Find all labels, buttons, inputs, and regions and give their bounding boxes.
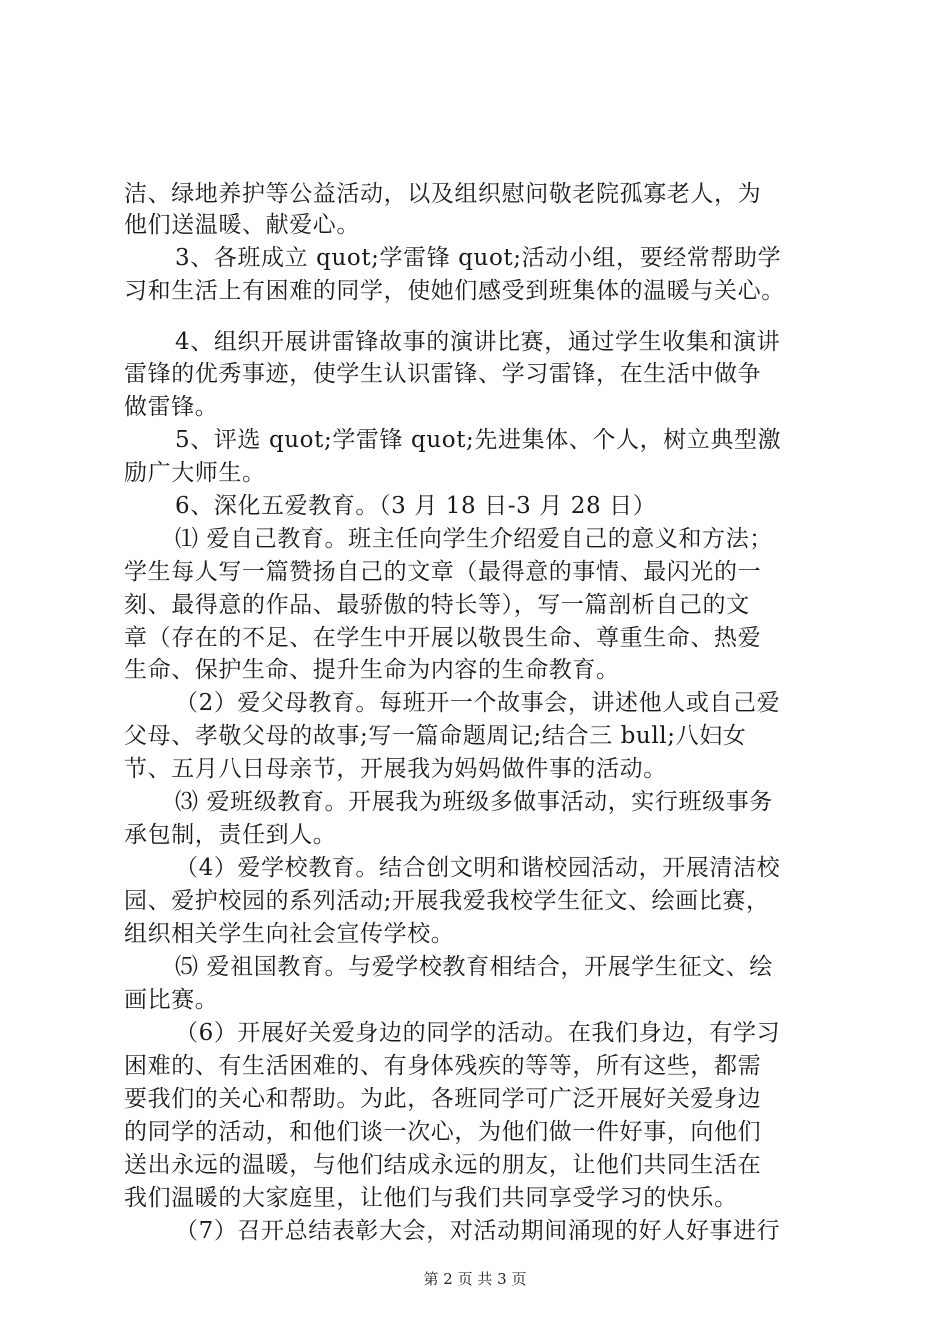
text-line: 父母、孝敬父母的故事;写一篇命题周记;结合三 bull;八妇女 (124, 723, 747, 749)
text-line: （2）爱父母教育。每班开一个故事会，讲述他人或自己爱 (175, 690, 781, 716)
text-line: 我们温暖的大家庭里，让他们与我们共同享受学习的快乐。 (124, 1185, 738, 1211)
text-line: ⑸ 爱祖国教育。与爱学校教育相结合，开展学生征文、绘 (175, 954, 773, 980)
text-line: 章（存在的不足、在学生中开展以敬畏生命、尊重生命、热爱 (124, 625, 762, 651)
text-line: 6、深化五爱教育。（3 月 18 日-3 月 28 日） (175, 493, 657, 519)
text-line: 3、各班成立 quot;学雷锋 quot;活动小组，要经常帮助学 (175, 245, 782, 271)
text-line: 组织相关学生向社会宣传学校。 (124, 921, 455, 947)
text-line: 励广大师生。 (124, 460, 266, 486)
text-line: 雷锋的优秀事迹，使学生认识雷锋、学习雷锋，在生活中做争 (124, 361, 762, 387)
text-line: 送出永远的温暖，与他们结成永远的朋友，让他们共同生活在 (124, 1152, 762, 1178)
text-line: 承包制，责任到人。 (124, 822, 337, 848)
text-line: 做雷锋。 (124, 394, 219, 420)
text-line: 要我们的关心和帮助。为此，各班同学可广泛开展好关爱身边 (124, 1086, 762, 1112)
text-line: 4、组织开展讲雷锋故事的演讲比赛，通过学生收集和演讲 (175, 329, 781, 355)
text-line: 画比赛。 (124, 987, 219, 1013)
text-line: 学生每人写一篇赞扬自己的文章（最得意的事情、最闪光的一 (124, 559, 762, 585)
text-line: ⑴ 爱自己教育。班主任向学生介绍爱自己的意义和方法； (175, 526, 773, 552)
text-line: （7）召开总结表彰大会，对活动期间涌现的好人好事进行 (175, 1218, 781, 1244)
text-line: 他们送温暖、献爱心。 (124, 212, 360, 238)
text-line: 的同学的活动，和他们谈一次心，为他们做一件好事，向他们 (124, 1119, 762, 1145)
text-line: （6）开展好关爱身边的同学的活动。在我们身边，有学习 (175, 1020, 781, 1046)
text-line: 洁、绿地养护等公益活动，以及组织慰问敬老院孤寡老人，为 (124, 181, 762, 207)
text-line: 节、五月八日母亲节，开展我为妈妈做件事的活动。 (124, 756, 667, 782)
text-line: （4）爱学校教育。结合创文明和谐校园活动，开展清洁校 (175, 855, 781, 881)
text-line: 5、评选 quot;学雷锋 quot;先进集体、个人，树立典型激 (175, 427, 782, 453)
page-footer: 第 2 页 共 3 页 (423, 1270, 527, 1288)
text-line: 生命、保护生命、提升生命为内容的生命教育。 (124, 657, 620, 683)
text-line: 困难的、有生活困难的、有身体残疾的等等，所有这些，都需 (124, 1053, 762, 1079)
text-line: 园、爱护校园的系列活动;开展我爱我校学生征文、绘画比赛， (124, 888, 770, 914)
text-line: ⑶ 爱班级教育。开展我为班级多做事活动，实行班级事务 (175, 789, 773, 815)
text-line: 刻、最得意的作品、最骄傲的特长等），写一篇剖析自己的文 (124, 592, 750, 618)
text-line: 习和生活上有困难的同学，使她们感受到班集体的温暖与关心。 (124, 278, 785, 304)
